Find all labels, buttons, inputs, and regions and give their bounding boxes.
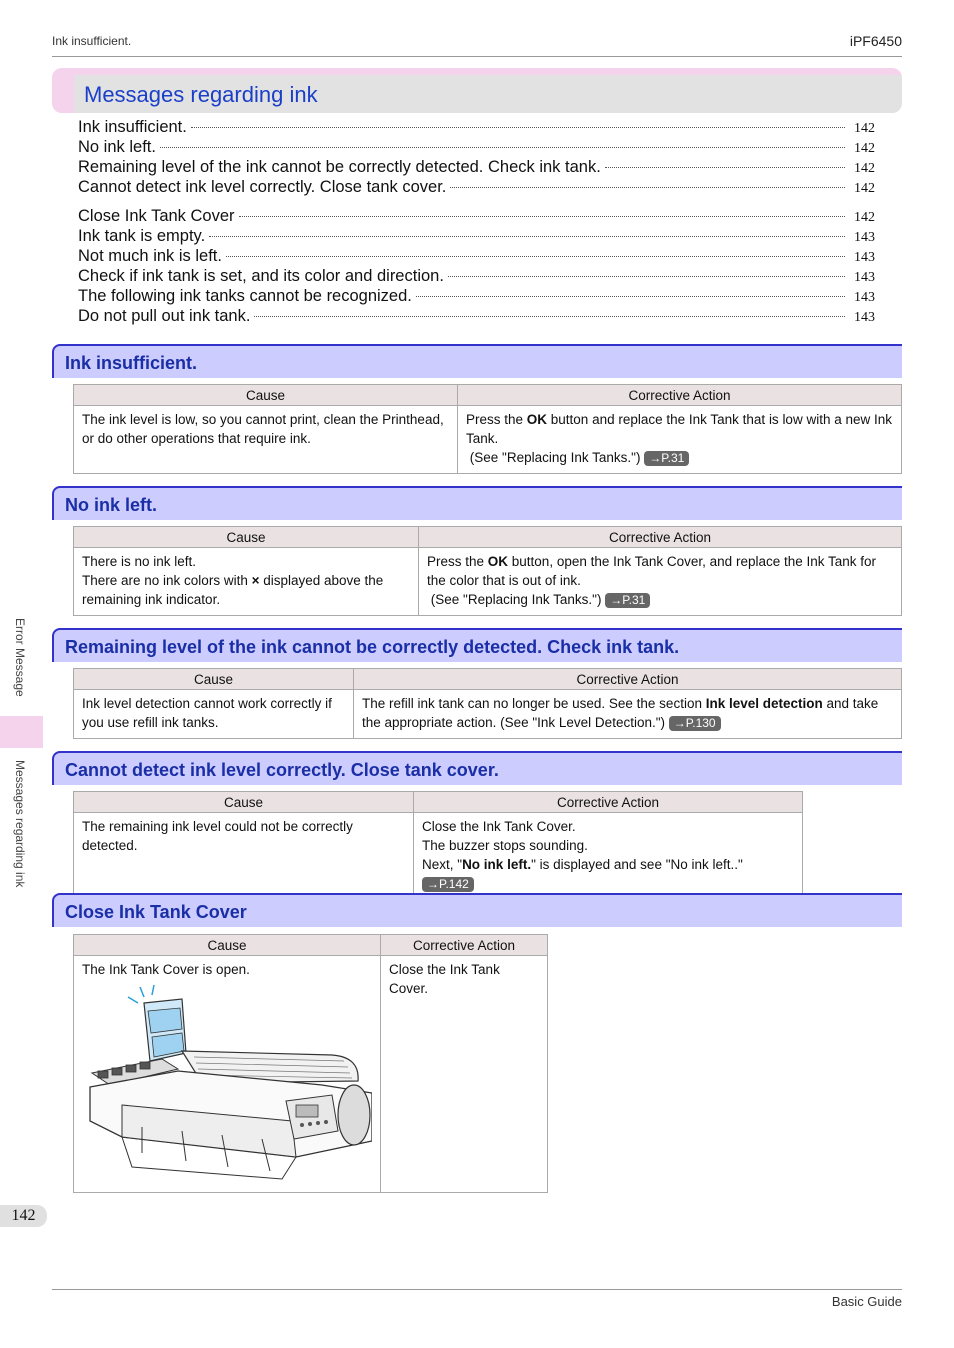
toc-entry[interactable]: Cannot detect ink level correctly. Close tank cover. 142 (78, 178, 875, 196)
header-divider (52, 56, 902, 57)
toc-group-2 (78, 207, 875, 327)
chapter-banner (52, 68, 902, 113)
toc-entry[interactable]: The following ink tanks cannot be recognized. 143 (78, 287, 875, 305)
running-header-model: iPF6450 (849, 33, 902, 49)
section-heading-ink-insufficient: Ink insufficient. (52, 344, 902, 378)
page-number: 142 (0, 1205, 47, 1227)
table-ink-insufficient: Cause Corrective Action The ink level is low, so you cannot print, clean the Printhead, or do other operations that require ink. Press the OK button and replace the Ink Tank that is low with a new Ink Tank. (See "Replacing Ink Tanks.") →P.31 (73, 384, 902, 474)
toc-entry[interactable]: Not much ink is left. 143 (78, 247, 875, 265)
cause-cell: Ink level detection cannot work correctly if you use refill ink tanks. (74, 690, 354, 739)
toc-entry[interactable]: No ink left. 142 (78, 138, 875, 156)
action-cell: The refill ink tank can no longer be used. See the section Ink level detection and take the appropriate action. (See "Ink Level Detection.") →P.130 (354, 690, 902, 739)
section-heading-remaining-level: Remaining level of the ink cannot be correctly detected. Check ink tank. (52, 628, 902, 662)
side-label-messages-regarding-ink: Messages regarding ink (13, 760, 27, 888)
toc-entry[interactable]: Remaining level of the ink cannot be correctly detected. Check ink tank. 142 (78, 158, 875, 176)
page-ref-link[interactable]: →P.142 (422, 877, 474, 892)
action-cell: Close the Ink Tank Cover. The buzzer stops sounding. Next, "No ink left." is displayed and see "No ink left.." →P.142 (414, 813, 803, 900)
section-heading-cannot-detect: Cannot detect ink level correctly. Close tank cover. (52, 751, 902, 785)
page-ref-link[interactable]: →P.31 (605, 593, 650, 608)
page-ref-link[interactable]: →P.130 (669, 716, 721, 731)
side-chapter-tab (0, 716, 43, 748)
running-header-topic: Ink insufficient. (52, 34, 132, 48)
side-label-error-message: Error Message (13, 618, 27, 697)
chapter-title: Messages regarding ink (84, 82, 318, 107)
toc-entry[interactable]: Ink tank is empty. 143 (78, 227, 875, 245)
toc-group-1 (78, 118, 875, 198)
action-cell: Close the Ink Tank Cover. (381, 956, 548, 1193)
toc-entry[interactable]: Do not pull out ink tank. 143 (78, 307, 875, 325)
section-heading-no-ink-left: No ink left. (52, 486, 902, 520)
cause-cell: There is no ink left. There are no ink colors with × displayed above the remaining ink indicator. (74, 548, 419, 616)
cause-cell: The ink level is low, so you cannot print, clean the Printhead, or do other operations that require ink. (74, 406, 458, 474)
table-no-ink-left: Cause Corrective Action There is no ink left. There are no ink colors with × displayed above the remaining ink indicator. Press the OK button, open the Ink Tank Cover, and replace the Ink Tank for the color that is out of ink. (See "Replacing Ink Tanks.") →P.31 (73, 526, 902, 616)
table-remaining-level: Cause Corrective Action Ink level detection cannot work correctly if you use refill ink tanks. The refill ink tank can no longer be used. See the section Ink level detection and take the appropriate action. (See "Ink Level Detection.") →P.130 (73, 668, 902, 739)
section-heading-close-ink-tank-cover: Close Ink Tank Cover (52, 893, 902, 927)
action-cell: Press the OK button, open the Ink Tank Cover, and replace the Ink Tank for the color that is out of ink. (See "Replacing Ink Tanks.") →P.31 (419, 548, 902, 616)
toc-entry[interactable]: Check if ink tank is set, and its color and direction. 143 (78, 267, 875, 285)
printer-illustration (82, 981, 372, 1181)
toc-entry[interactable]: Close Ink Tank Cover 142 (78, 207, 875, 225)
toc-entry[interactable]: Ink insufficient. 142 (78, 118, 875, 136)
footer-guide-name: Basic Guide (831, 1294, 902, 1309)
table-close-ink-tank-cover: Cause Corrective Action The Ink Tank Cover is open. Close the Ink Tank Cover. (73, 934, 548, 1193)
action-cell: Press the OK button and replace the Ink Tank that is low with a new Ink Tank. (See "Replacing Ink Tanks.") →P.31 (458, 406, 902, 474)
table-cannot-detect: Cause Corrective Action The remaining ink level could not be correctly detected. Close the Ink Tank Cover. The buzzer stops sounding. Next, "No ink left." is displayed and see "No ink left.." →P.142 (73, 791, 803, 900)
footer-divider (52, 1289, 902, 1290)
cause-cell: The Ink Tank Cover is open. (74, 956, 381, 1193)
page-ref-link[interactable]: →P.31 (644, 451, 689, 466)
cause-cell: The remaining ink level could not be correctly detected. (74, 813, 414, 900)
